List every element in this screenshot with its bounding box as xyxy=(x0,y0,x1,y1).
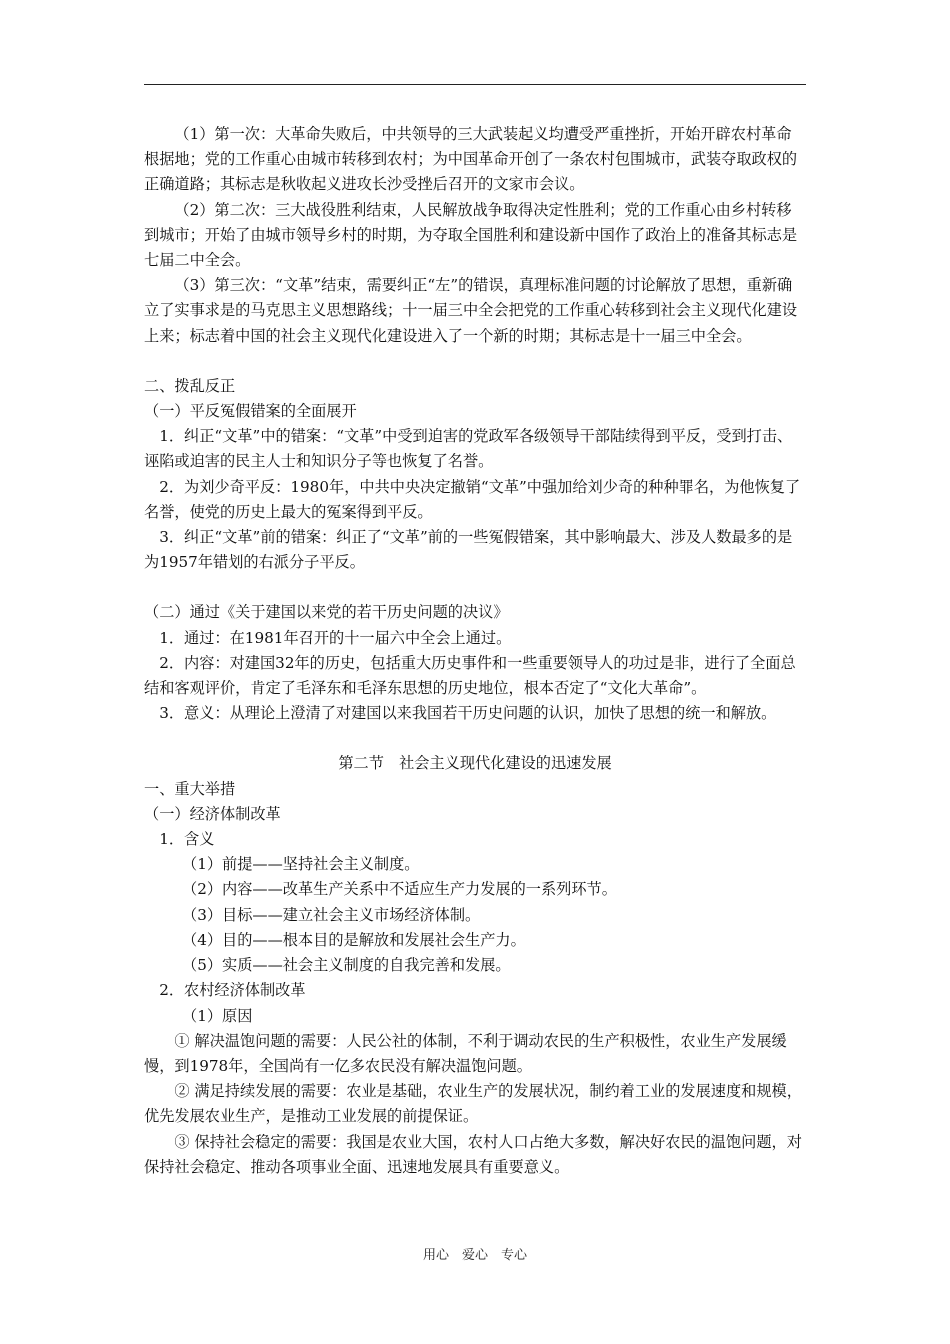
reason-heading: （1）原因 xyxy=(182,1006,253,1025)
reason-item: ② 满足持续发展的需要：农业是基础，农业生产的发展状况，制约着工业的发展速度和规模，优先发展农业生产，是推动工业发展的前提保证。 xyxy=(144,1082,802,1126)
list-item: 2．内容：对建国32年的历史，包括重大历史事件和一些重要领导人的功过是非，进行了全面总结和客观评价，肯定了毛泽东和毛泽东思想的历史地位，根本否定了“文化大革命”。 xyxy=(144,653,796,698)
paragraph-first-shift: （1）第一次：大革命失败后，中共领导的三大武装起义均遭受严重挫折，开始开辟农村革命根据地；党的工作重心由城市转移到农村；为中国革命开创了一条农村包围城市，武装夺取政权的正确道路；其标志是秋收起义进攻长沙受挫后召开的文家市会议。 xyxy=(144,125,798,194)
meaning-item: （5）实质——社会主义制度的自我完善和发展。 xyxy=(182,956,511,975)
spacer xyxy=(144,349,806,374)
subheading-economic-reform: （一）经济体制改革 xyxy=(144,804,281,823)
subheading-pingfan: （一）平反冤假错案的全面展开 xyxy=(144,402,357,421)
spacer xyxy=(144,575,806,600)
subheading-jueyi: （二）通过《关于建国以来党的若干历史问题的决议》 xyxy=(144,603,509,622)
page-footer: 用心 爱心 专心 xyxy=(422,1248,527,1263)
list-item: 2．为刘少奇平反：1980年，中共中央决定撤销“文革”中强加给刘少奇的种种罪名，为他恢复了名誉，使党的历史上最大的冤案得到平反。 xyxy=(144,477,801,521)
list-item: 3．意义：从理论上澄清了对建国以来我国若干历史问题的认识，加快了思想的统一和解放。 xyxy=(159,704,777,723)
meaning-item: （1）前提——坚持社会主义制度。 xyxy=(182,855,420,874)
reason-item: ③ 保持社会稳定的需要：我国是农业大国，农村人口占绝大多数，解决好农民的温饱问题，对保持社会稳定、推动各项事业全面、迅速地发展具有重要意义。 xyxy=(144,1132,802,1176)
meaning-item: （4）目的——根本目的是解放和发展社会生产力。 xyxy=(182,930,526,949)
list-item: 1．通过：在1981年召开的十一届六中全会上通过。 xyxy=(159,628,512,647)
meaning-item: （3）目标——建立社会主义市场经济体制。 xyxy=(182,905,481,924)
spacer xyxy=(144,726,806,751)
section-heading-boluan: 二、拨乱反正 xyxy=(144,376,236,395)
list-item-rural-reform: 2．农村经济体制改革 xyxy=(159,981,306,1000)
page-content xyxy=(144,122,806,1180)
paragraph-second-shift: （2）第二次：三大战役胜利结束，人民解放战争取得决定性胜利；党的工作重心由乡村转移到城市；开始了由城市领导乡村的时期，为夺取全国胜利和建设新中国作了政治上的准备其标志是七届二中全会。 xyxy=(144,200,798,270)
list-item: 3．纠正“文革”前的错案：纠正了“文革”前的一些冤假错案，其中影响最大、涉及人数最多的是为1957年错划的右派分子平反。 xyxy=(144,528,793,572)
list-item-meaning: 1．含义 xyxy=(159,830,215,849)
paragraph-third-shift: （3）第三次：“文革”结束，需要纠正“左”的错误，真理标准问题的讨论解放了思想，重新确立了实事求是的马克思主义思想路线；十一届三中全会把党的工作重心转移到社会主义现代化建设上来；标志着中国的社会主义现代化建设进入了一个新的时期；其标志是十一届三中全会。 xyxy=(144,276,798,345)
chapter-title: 第二节 社会主义现代化建设的迅速发展 xyxy=(338,754,612,773)
section-heading-measures: 一、重大举措 xyxy=(144,779,236,798)
list-item: 1．纠正“文革”中的错案：“文革”中受到迫害的党政军各级领导干部陆续得到平反，受到打击、诬陷或迫害的民主人士和知识分子等也恢复了名誉。 xyxy=(144,427,793,471)
meaning-item: （2）内容——改革生产关系中不适应生产力发展的一系列环节。 xyxy=(182,880,617,899)
header-rule xyxy=(144,84,806,85)
reason-item: ① 解决温饱问题的需要：人民公社的体制，不利于调动农民的生产积极性，农业生产发展缓慢，到1978年，全国尚有一亿多农民没有解决温饱问题。 xyxy=(144,1031,787,1075)
